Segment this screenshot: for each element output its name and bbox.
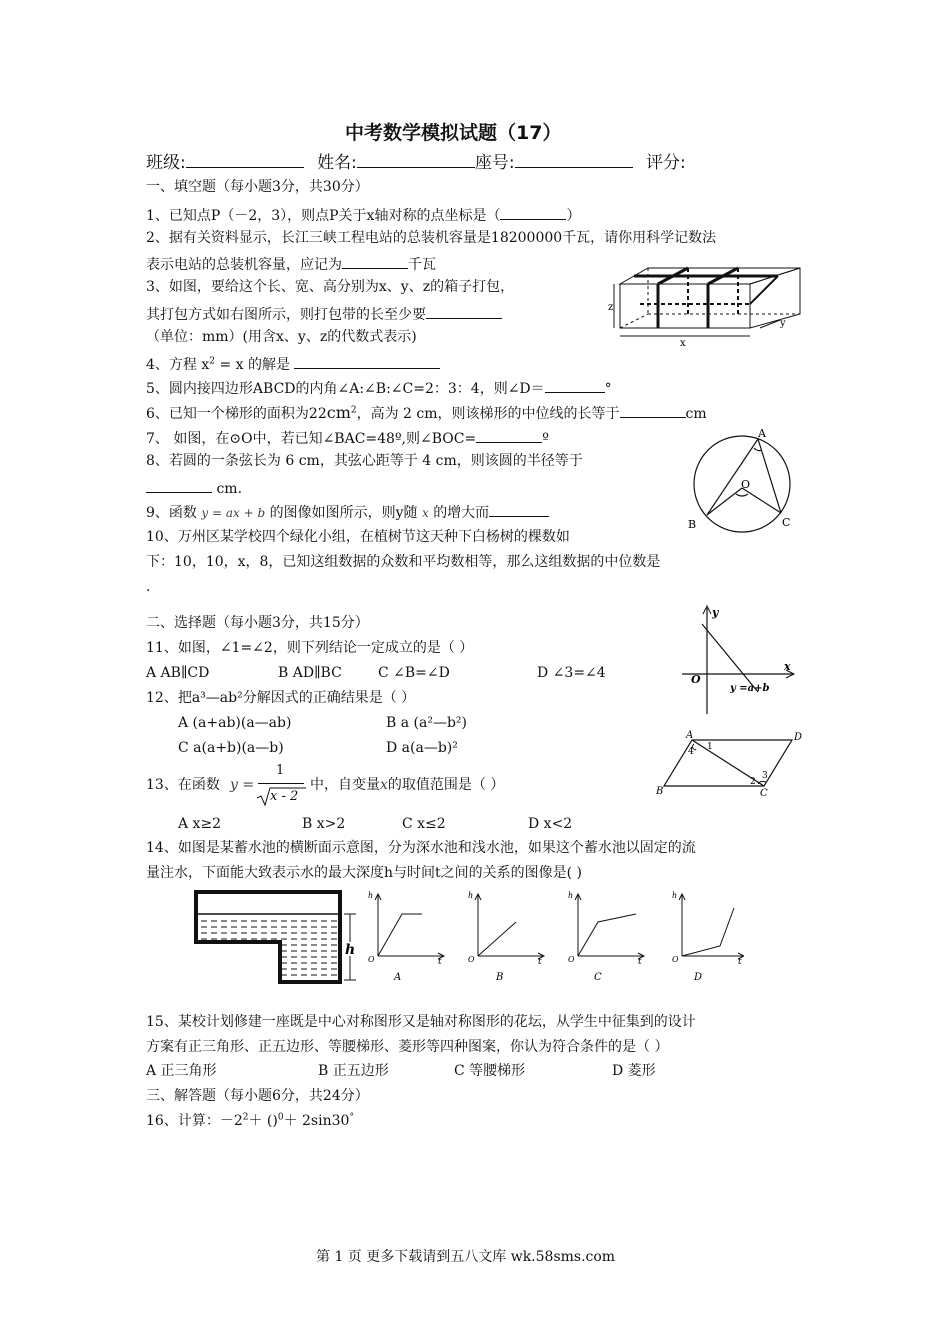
svg-text:O: O (468, 955, 475, 964)
q13-y: y = (230, 777, 255, 793)
para-angle-4: 4 (688, 747, 694, 757)
q10-line3: . (146, 579, 151, 595)
circle-label-a: A (758, 427, 766, 440)
q8-line1: 8、若圆的一条弦长为 6 cm，其弦心距等于 4 cm，则该圆的半径等于 (146, 453, 583, 469)
q10-line2: 下：10，10，x，8，已知这组数据的众数和平均数相等，那么这组数据的中位数是 (146, 554, 661, 570)
seat-blank[interactable] (515, 152, 633, 168)
q4-blank[interactable] (294, 353, 440, 369)
q12-option-a[interactable]: A (a+ab)(a—ab) (178, 715, 292, 731)
para-angle-2: 2 (750, 777, 756, 787)
q15-option-b[interactable]: B 正五边形 (318, 1063, 389, 1079)
q14-line2: 量注水，下面能大致表示水的最大深度h与时间t之间的关系的图像是( ) (146, 865, 583, 881)
q13-denominator: x - 2 (270, 789, 299, 804)
q5-blank[interactable] (545, 377, 605, 393)
name-label: 姓名: (317, 153, 357, 173)
q13-b: 中，自变量x的取值范围是（ ） (310, 777, 505, 793)
graph-b-label: B (496, 972, 504, 983)
q1-blank[interactable] (500, 204, 566, 220)
q4: 4、方程 $x^2 = x$ 的解是 (146, 353, 440, 374)
page-title: 中考数学模拟试题（17） (345, 122, 562, 144)
graph-d[interactable] (672, 891, 744, 983)
q2-blank[interactable] (342, 253, 408, 269)
q13-option-a[interactable]: A x≥2 (178, 816, 222, 832)
q15-option-d[interactable]: D 菱形 (612, 1063, 656, 1079)
graph-c[interactable] (568, 891, 644, 983)
svg-text:h: h (468, 891, 474, 900)
q1: 1、已知点P（－2，3），则点P关于x轴对称的点坐标是（ ） (146, 204, 580, 225)
q13-option-d[interactable]: D x<2 (528, 816, 573, 832)
q13-fraction-bar (258, 783, 304, 784)
section2-heading: 二、选择题（每小题3分，共15分） (146, 615, 369, 631)
q11-option-c[interactable]: C ∠B=∠D (378, 665, 450, 681)
q13-option-c[interactable]: C x≤2 (402, 816, 446, 832)
svg-text:t: t (738, 957, 742, 967)
q12-option-d[interactable]: D a(a—b)² (386, 740, 458, 756)
q13-a: 13、在函数 (146, 777, 220, 793)
q14-line1: 14、如图是某蓄水池的横断面示意图，分为深水池和浅水池，如果这个蓄水池以固定的流 (146, 840, 696, 856)
q12-option-c[interactable]: C a(a+b)(a—b) (178, 740, 284, 756)
q15-line1: 15、某校计划修建一座既是中心对称图形又是轴对称图形的花坛，从学生中征集到的设计 (146, 1014, 696, 1030)
class-blank[interactable] (186, 152, 304, 168)
svg-text:t: t (438, 957, 442, 967)
para-angle-1: 1 (707, 742, 713, 752)
para-label-a: A (686, 730, 694, 741)
svg-text:O: O (368, 955, 375, 964)
graph-axis-y: y (712, 606, 719, 619)
svg-text:t: t (538, 957, 542, 967)
q11-option-d[interactable]: D ∠3=∠4 (537, 665, 606, 681)
q7-blank[interactable] (476, 427, 542, 443)
graph-a[interactable] (368, 891, 444, 983)
footer: 第 1 页 更多下载请到五八文库 wk.58sms.com (316, 1249, 616, 1265)
box-label-y: y (780, 318, 786, 329)
q11-option-a[interactable]: A AB∥CD (146, 665, 210, 681)
q2-line2: 表示电站的总装机容量，应记为 千瓦 (146, 253, 436, 274)
q16: 16、计算：$-2^2+ ()^0+ 2\sin 30^\circ$ (146, 1112, 354, 1129)
svg-text:h: h (672, 891, 678, 900)
q9-blank[interactable] (489, 501, 549, 517)
q6: 6、已知一个梯形的面积为$22cm^2$，高为 2 cm，则该梯形的中位线的长等于 cm (146, 403, 707, 422)
svg-text:O: O (672, 955, 679, 964)
header-line (146, 152, 686, 172)
seat-label: 座号: (474, 153, 515, 173)
svg-text:O: O (568, 955, 575, 964)
line-graph-figure (680, 604, 800, 716)
para-angle-3: 3 (762, 771, 768, 781)
graph-c-label: C (594, 972, 602, 983)
svg-text:h: h (568, 891, 574, 900)
q8-line2: cm. (146, 477, 242, 498)
graph-axis-x: x (784, 660, 791, 673)
score-label: 评分: (646, 153, 686, 173)
parallelogram-figure (654, 728, 824, 798)
q3-line2: 其打包方式如右图所示，则打包带的长至少要 (146, 303, 502, 324)
q3-line3: （单位：mm）(用含x、y、z的代数式表示) (146, 329, 417, 345)
section1-heading: 一、填空题（每小题3分，共30分） (146, 179, 369, 195)
circle-label-b: B (688, 518, 697, 531)
graph-b[interactable] (468, 891, 544, 983)
name-blank[interactable] (357, 152, 475, 168)
pool-label-h: h (345, 942, 356, 958)
circle-label-o: O (741, 478, 751, 491)
box-label-z: z (608, 302, 614, 313)
q7: 7、 如图，在⊙O中，若已知∠BAC=48º,则∠BOC= º (146, 427, 549, 448)
graph-a-label: A (394, 972, 402, 983)
ht-graphs (364, 884, 744, 1000)
q12-option-b[interactable]: B a (a²—b²) (386, 715, 467, 731)
q15-line2: 方案有正三角形、正五边形、等腰梯形、菱形等四种图案，你认为符合条件的是（ ） (146, 1039, 669, 1055)
svg-text:h: h (368, 891, 374, 900)
q5: 5、圆内接四边形ABCD的内角∠A:∠B:∠C=2：3：4，则∠D＝ ° (146, 377, 612, 398)
circle-figure (684, 424, 798, 536)
q3-blank[interactable] (426, 303, 502, 319)
svg-text:t: t (638, 957, 642, 967)
q9: 9、函数 y = ax + b 的图像如图所示，则y随 x 的增大而 (146, 501, 549, 522)
q10-line1: 10、万州区某学校四个绿化小组，在植树节这天种下白杨树的棵数如 (146, 529, 570, 545)
circle-label-c: C (782, 516, 791, 529)
q11-stem: 11、如图，∠1=∠2，则下列结论一定成立的是（ ） (146, 640, 474, 656)
q11-option-b[interactable]: B AD∥BC (278, 665, 342, 681)
q2-line1: 2、据有关资料显示，长江三峡工程电站的总装机容量是18200000千瓦，请你用科学记数法 (146, 230, 717, 246)
para-label-c: C (760, 788, 768, 798)
class-label: 班级: (146, 153, 186, 173)
graph-origin: O (691, 673, 701, 686)
q15-option-c[interactable]: C 等腰梯形 (454, 1063, 526, 1079)
section3-heading: 三、解答题（每小题6分，共24分） (146, 1088, 369, 1104)
graph-line-label: y =a+b (730, 683, 770, 694)
para-label-d: D (794, 732, 803, 743)
graph-d-label: D (694, 972, 703, 983)
q6-blank[interactable] (620, 402, 686, 418)
q3-line1: 3、如图，要给这个长、宽、高分别为x、y、z的箱子打包， (146, 279, 515, 295)
q13-numerator: 1 (276, 763, 285, 778)
q12-stem: 12、把a³—ab²分解因式的正确结果是（ ） (146, 690, 416, 706)
q8-blank[interactable] (146, 477, 212, 493)
box-figure (600, 264, 810, 348)
para-label-b: B (656, 786, 664, 797)
q15-option-a[interactable]: A 正三角形 (146, 1063, 217, 1079)
box-label-x: x (680, 338, 686, 348)
q13-option-b[interactable]: B x>2 (302, 816, 346, 832)
pool-figure (190, 888, 360, 988)
